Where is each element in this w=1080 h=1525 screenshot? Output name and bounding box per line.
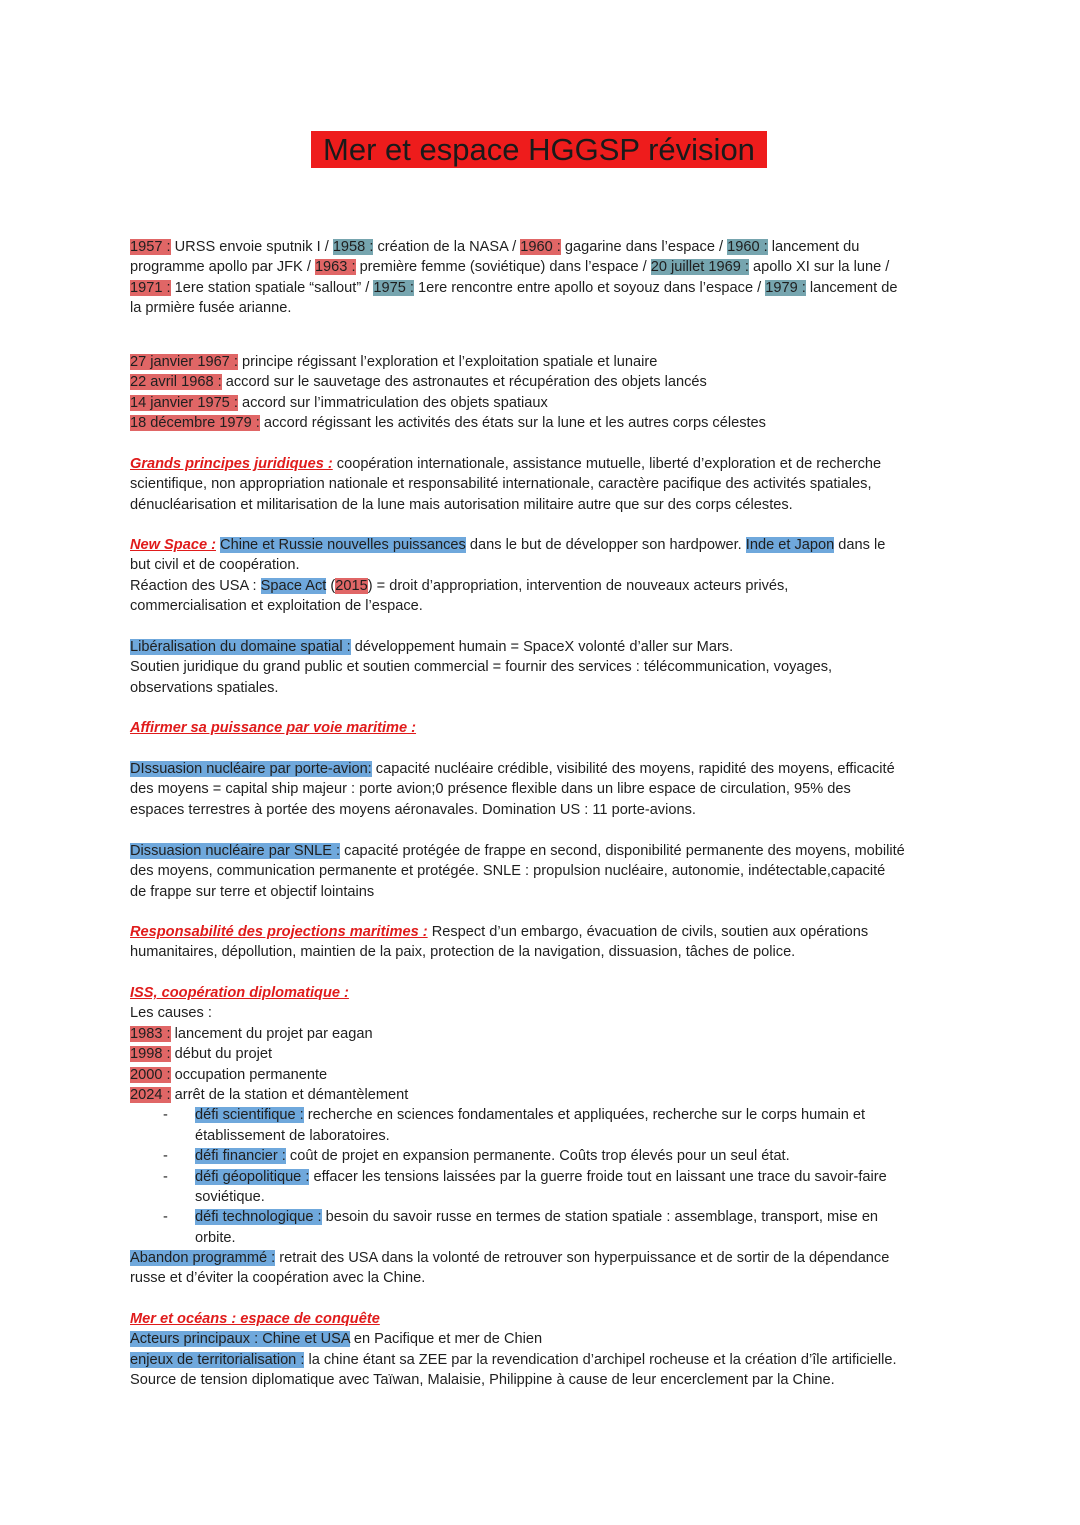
paragraph-text: en Pacifique et mer de Chien [349,1331,543,1348]
paragraph-text: capacité nucléaire crédible, visibilité des moyens, rapidité des moyens, efficacité [371,761,895,777]
paragraph-text: orbite. [195,1229,236,1246]
paragraph-text: coopération internationale, assistance mutuelle, liberté d’exploration et de recherche [332,456,882,472]
highlight: défi scientifique : [195,1107,304,1124]
section-heading: Mer et océans : espace de conquête [130,1311,380,1327]
date-1969: 20 juillet 1969 : [650,259,749,276]
paragraph-text: retrait des USA dans la volonté de retrouver son hyperpuissance et de sortir de la dépendance [275,1250,890,1267]
event-text: apollo XI sur la lune / [748,259,890,276]
paragraph-text: Réaction des USA : [130,577,261,594]
event-text: lancement du [767,239,860,255]
iss-section [130,983,960,1289]
paragraph-text: de frappe sur terre et objectif lointains [130,883,375,900]
page-title: Mer et espace HGGSP révision [311,131,767,168]
paragraph-text: des moyens = capital ship majeur : porte avion;0 présence flexible dans un libre espace de circulation, 95% des [130,781,851,798]
paragraph-text: but civil et de coopération. [130,557,300,574]
date-1963: 1963 : [314,259,356,276]
paragraph-text: début du projet [170,1046,273,1063]
highlight: Chine et Russie nouvelles puissances [220,537,466,553]
event-text: création de la NASA / [373,239,521,255]
paragraph-text: la chine étant sa ZEE par la revendication d’archipel rocheuse et la création d’île artificielle. [304,1351,897,1368]
section-heading: Affirmer sa puissance par voie maritime : [130,720,417,736]
snle-section [130,841,960,902]
highlight: enjeux de territorialisation : [130,1351,305,1368]
highlight: défi technologique : [195,1209,322,1226]
bullet-dash: - [163,1168,168,1185]
date-label: 1998 : [130,1046,171,1063]
paragraph-text: observations spatiales. [130,679,279,696]
paragraph-text: dans le [834,537,886,553]
bullet-dash: - [163,1209,168,1226]
paragraph-text: scientifique, non appropriation nationale et responsabilité internationale, caractère pacifique des activités spatiales, [130,476,872,493]
paragraph-text: espaces terrestres à portée des moyens aéronavales. Domination US : 11 porte-avions. [130,801,696,818]
paragraph-text: occupation permanente [170,1066,328,1083]
paragraph-text: recherche en sciences fondamentales et appliquées, recherche sur le corps humain et [303,1107,866,1124]
event-text: gagarine dans l’espace / [560,239,728,255]
highlight: défi financier : [195,1148,286,1165]
paragraph-text: lancement du projet par eagan [170,1025,373,1042]
section-heading: New Space : [130,537,216,553]
event-text: programme apollo par JFK / [130,259,315,276]
date-label: 1983 : [130,1025,171,1042]
highlight: Abandon programmé : [130,1250,276,1267]
paragraph-text: commercialisation et exploitation de l’espace. [130,598,423,615]
highlight: Libéralisation du domaine spatial : [130,639,351,655]
paragraph-text: Les causes : [130,1005,212,1022]
paragraph-text: soviétique. [195,1188,265,1205]
paragraph-text: arrêt de la station et démantèlement [170,1086,409,1103]
treaty-date: 14 janvier 1975 : [130,394,238,411]
paragraph-text: dénucléarisation et militarisation de la lune mais autorisation militaire autre que sur des corps célestes. [130,496,793,513]
highlight: défi géopolitique : [195,1168,310,1185]
treaty-date: 18 décembre 1979 : [130,415,260,432]
bullet-dash: - [163,1107,168,1124]
principes-section [130,454,960,515]
event-text: 1ere rencontre entre apollo et soyouz dans l’espace / [413,279,766,296]
date-1957: 1957 : [130,239,171,255]
list-item [130,1146,960,1166]
list-item [130,1167,960,1187]
paragraph-text: ) = droit d’appropriation, intervention de nouveaux acteurs privés, [367,577,789,594]
treaty-date: 22 avril 1968 : [130,374,222,391]
highlight: Dissuasion nucléaire par SNLE : [130,843,341,859]
paragraph-text: coût de projet en expansion permanente. Coûts trop élevés pour un seul état. [285,1148,790,1165]
section-heading: ISS, coopération diplomatique : [130,985,349,1001]
paragraph-text: établissement de laboratoires. [195,1127,390,1144]
mer-section [130,1309,960,1391]
treaty-text: accord sur le sauvetage des astronautes et récupération des objets lancés [221,374,707,391]
date-1979: 1979 : [765,279,806,296]
bullet-dash: - [163,1148,168,1165]
paragraph-text: dans le but de développer son hardpower. [465,537,746,553]
treaty-text: principe régissant l’exploration et l’exploitation spatiale et lunaire [237,354,658,370]
paragraph-text: ( [326,577,336,594]
event-text: la prmière fusée arianne. [130,300,292,317]
date-1960: 1960 : [727,239,768,255]
paragraph-text: humanitaires, dépollution, maintien de la paix, protection de la navigation, dissuasion, tâches de police. [130,944,796,961]
event-text: première femme (soviétique) dans l’espace / [355,259,651,276]
maritime-section [130,718,960,738]
date-1975: 1975 : [373,279,414,296]
list-item [130,1105,960,1125]
treaty-date: 27 janvier 1967 : [130,354,238,370]
section-heading: Responsabilité des projections maritimes : [130,924,428,940]
treaty-text: accord régissant les activités des états sur la lune et les autres corps célestes [259,415,766,432]
date-1958: 1958 : [332,239,374,255]
list-item [130,1207,960,1227]
event-text: 1ere station spatiale “sallout” / [170,279,374,296]
highlight: Acteurs principaux : Chine et USA [130,1331,350,1348]
responsabilite-section [130,922,960,963]
newspace-section [130,535,960,617]
treaties-list [130,352,960,434]
liberal-section [130,637,960,698]
paragraph-text: russe et d’éviter la coopération avec la Chine. [130,1270,426,1287]
section-heading: Grands principes juridiques : [130,456,333,472]
event-text: lancement de [805,279,898,296]
paragraph-text: besoin du savoir russe en termes de station spatiale : assemblage, transport, mise en [321,1209,879,1226]
date-1960: 1960 : [520,239,561,255]
paragraph-text: capacité protégée de frappe en second, disponibilité permanente des moyens, mobilité [340,843,905,859]
paragraph-text: des moyens, communication permanente et protégée. SNLE : propulsion nucléaire, autonomie, indétectable,capacité [130,863,886,880]
paragraph-text: Soutien juridique du grand public et soutien commercial = fournir des services : télécommunication, voyages, [130,659,833,676]
highlight: Space Act [260,577,327,594]
paragraph-text: effacer les tensions laissées par la guerre froide tout en laissant une trace du savoir-faire [309,1168,887,1185]
date-label: 2000 : [130,1066,171,1083]
event-text: URSS envoie sputnik I / [170,239,333,255]
date-1971: 1971 : [130,279,171,296]
porteavion-section [130,759,960,820]
paragraph-text: Source de tension diplomatique avec Taïwan, Malaisie, Philippine à cause de leur encerclement par la Chine. [130,1372,835,1389]
timeline-paragraph [130,237,960,319]
paragraph-text: Respect d’un embargo, évacuation de civils, soutien aux opérations [427,924,869,940]
paragraph-text: développement humain = SpaceX volonté d’aller sur Mars. [350,639,734,655]
highlight: 2015 [335,577,368,594]
highlight: Inde et Japon [745,537,835,553]
treaty-text: accord sur l’immatriculation des objets spatiaux [237,394,548,411]
highlight: DIssuasion nucléaire par porte-avion: [130,761,372,777]
date-label: 2024 : [130,1086,171,1103]
